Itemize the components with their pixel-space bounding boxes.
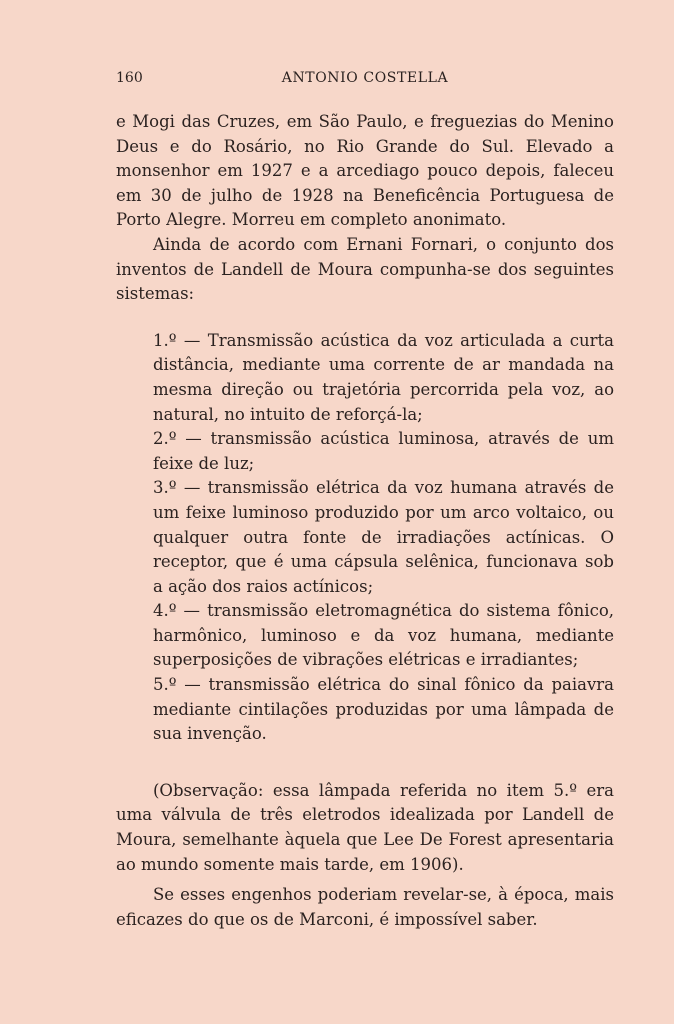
list-item-4: 4.º — transmissão eletromagnética do sistema fônico, harmônico, luminoso e da voz humana, mediante superposições de vibrações elétricas e irradiantes; bbox=[153, 601, 614, 670]
page-number: 160 bbox=[116, 70, 143, 86]
body-text bbox=[116, 110, 614, 932]
inventions-list bbox=[153, 329, 614, 747]
page-header bbox=[116, 70, 614, 94]
paragraph-2: Ainda de acordo com Ernani Fornari, o conjunto dos inventos de Landell de Moura compunha-se dos seguintes sistemas: bbox=[116, 234, 614, 304]
paragraph-1: e Mogi das Cruzes, em São Paulo, e freguezias do Menino Deus e do Rosário, no Rio Grande do Sul. Elevado a monsenhor em 1927 e a arcediago pouco depois, faleceu em 30 de julho de 1928 na Beneficência Portuguesa de Porto Alegre. Morreu em completo anonimato. bbox=[116, 112, 614, 230]
observation-paragraph: (Observação: essa lâmpada referida no item 5.º era uma válvula de três eletrodos idealizada por Landell de Moura, semelhante àquela que Lee De Forest apresentaria ao mundo somente mais tarde, em 1906). bbox=[116, 780, 614, 874]
list-item-2: 2.º — transmissão acústica luminosa, através de um feixe de luz; bbox=[153, 429, 614, 473]
running-head: ANTONIO COSTELLA bbox=[281, 70, 449, 86]
list-item-5: 5.º — transmissão elétrica do sinal fônico da paiavra mediante cintilações produzidas por uma lâmpada de sua invenção. bbox=[153, 675, 614, 744]
list-item-1: 1.º — Transmissão acústica da voz articulada a curta distância, mediante uma corrente de ar mandada na mesma direção ou trajetória percorrida pela voz, ao natural, no intuito de reforçá-la; bbox=[153, 330, 614, 424]
closing-paragraph: Se esses engenhos poderiam revelar-se, à época, mais eficazes do que os de Marconi, é impossível saber. bbox=[116, 885, 614, 929]
list-item-3: 3.º — transmissão elétrica da voz humana através de um feixe luminoso produzido por um arco voltaico, ou qualquer outra fonte de irradiações actínicas. O receptor, que é uma cápsula selênica, funcionava sob a ação dos raios actínicos; bbox=[153, 478, 614, 596]
